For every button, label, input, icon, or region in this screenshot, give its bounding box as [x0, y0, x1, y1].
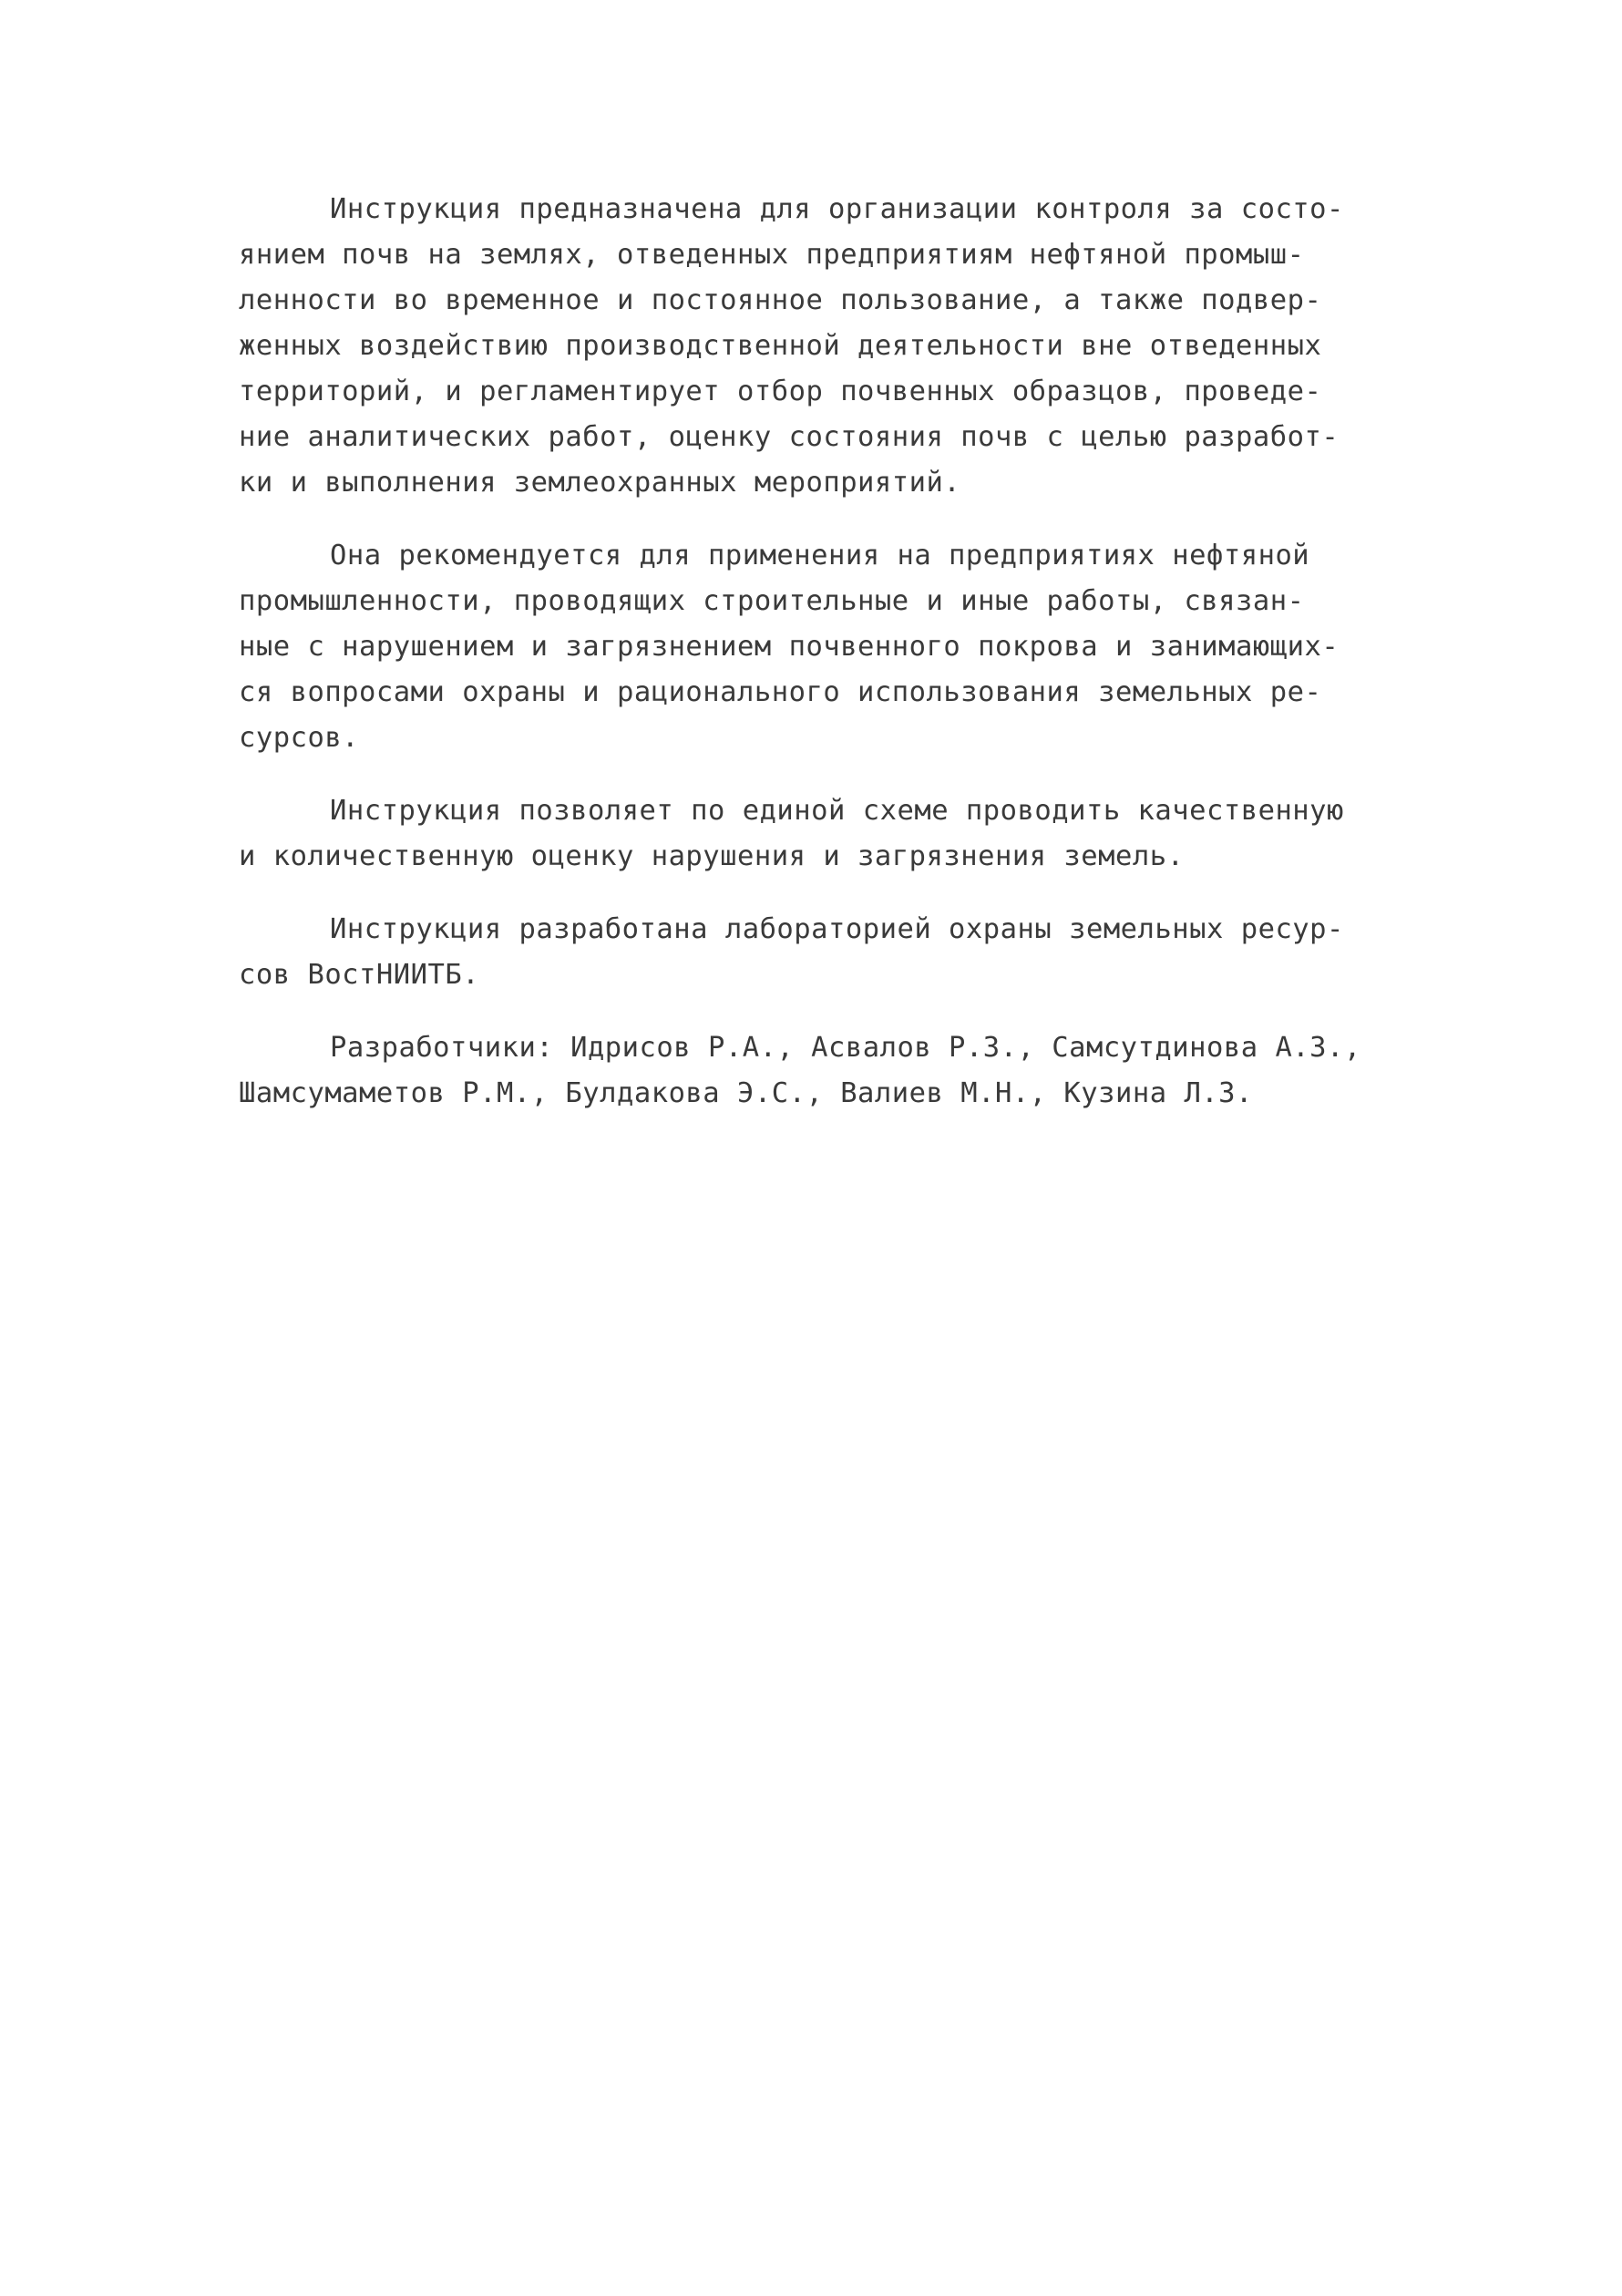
paragraph-recommendation-line: Она рекомендуется для применения на предприятиях нефтяной — [330, 540, 1310, 571]
paragraph-purpose-line: Инструкция предназначена для организации контроля за состо- — [330, 193, 1344, 225]
paragraph-recommendation-line: промышленности, проводящих строительные и иные работы, связан- — [239, 585, 1305, 617]
paragraph-recommendation-line: ся вопросами охраны и рационального использования земельных ре- — [239, 676, 1322, 708]
paragraph-authors-line: Разработчики: Идрисов Р.А., Асвалов Р.З., Самсутдинова А.З., — [330, 1032, 1361, 1064]
paragraph-purpose-line: женных воздействию производственной деятельности вне отведенных — [239, 330, 1322, 362]
paragraph-authors-line: Шамсумаметов Р.М., Булдакова Э.С., Валиев М.Н., Кузина Л.З. — [239, 1077, 1253, 1109]
paragraph-assessment-line: и количественную оценку нарушения и загрязнения земель. — [239, 840, 1185, 872]
paragraph-purpose-line: янием почв на землях, отведенных предприятиям нефтяной промыш- — [239, 239, 1305, 271]
paragraph-recommendation-line: сурсов. — [239, 722, 360, 754]
paragraph-recommendation-line: ные с нарушением и загрязнением почвенного покрова и занимающих- — [239, 631, 1340, 663]
paragraph-purpose-line: ние аналитических работ, оценку состояния почв с целью разработ- — [239, 421, 1340, 453]
document-body — [239, 187, 1451, 1117]
paragraph-purpose-line: ки и выполнения землеохранных мероприятий. — [239, 467, 961, 499]
paragraph-developer-lab-line: Инструкция разработана лабораторией охраны земельных ресур- — [330, 913, 1344, 945]
paragraph-assessment-line: Инструкция позволяет по единой схеме проводить качественную — [330, 795, 1344, 827]
paragraph-purpose-line: ленности во временное и постоянное пользование, а также подвер- — [239, 284, 1322, 316]
paragraph-developer-lab-line: сов ВостНИИТБ. — [239, 959, 480, 991]
paragraph-purpose-line: территорий, и регламентирует отбор почвенных образцов, проведе- — [239, 376, 1322, 407]
